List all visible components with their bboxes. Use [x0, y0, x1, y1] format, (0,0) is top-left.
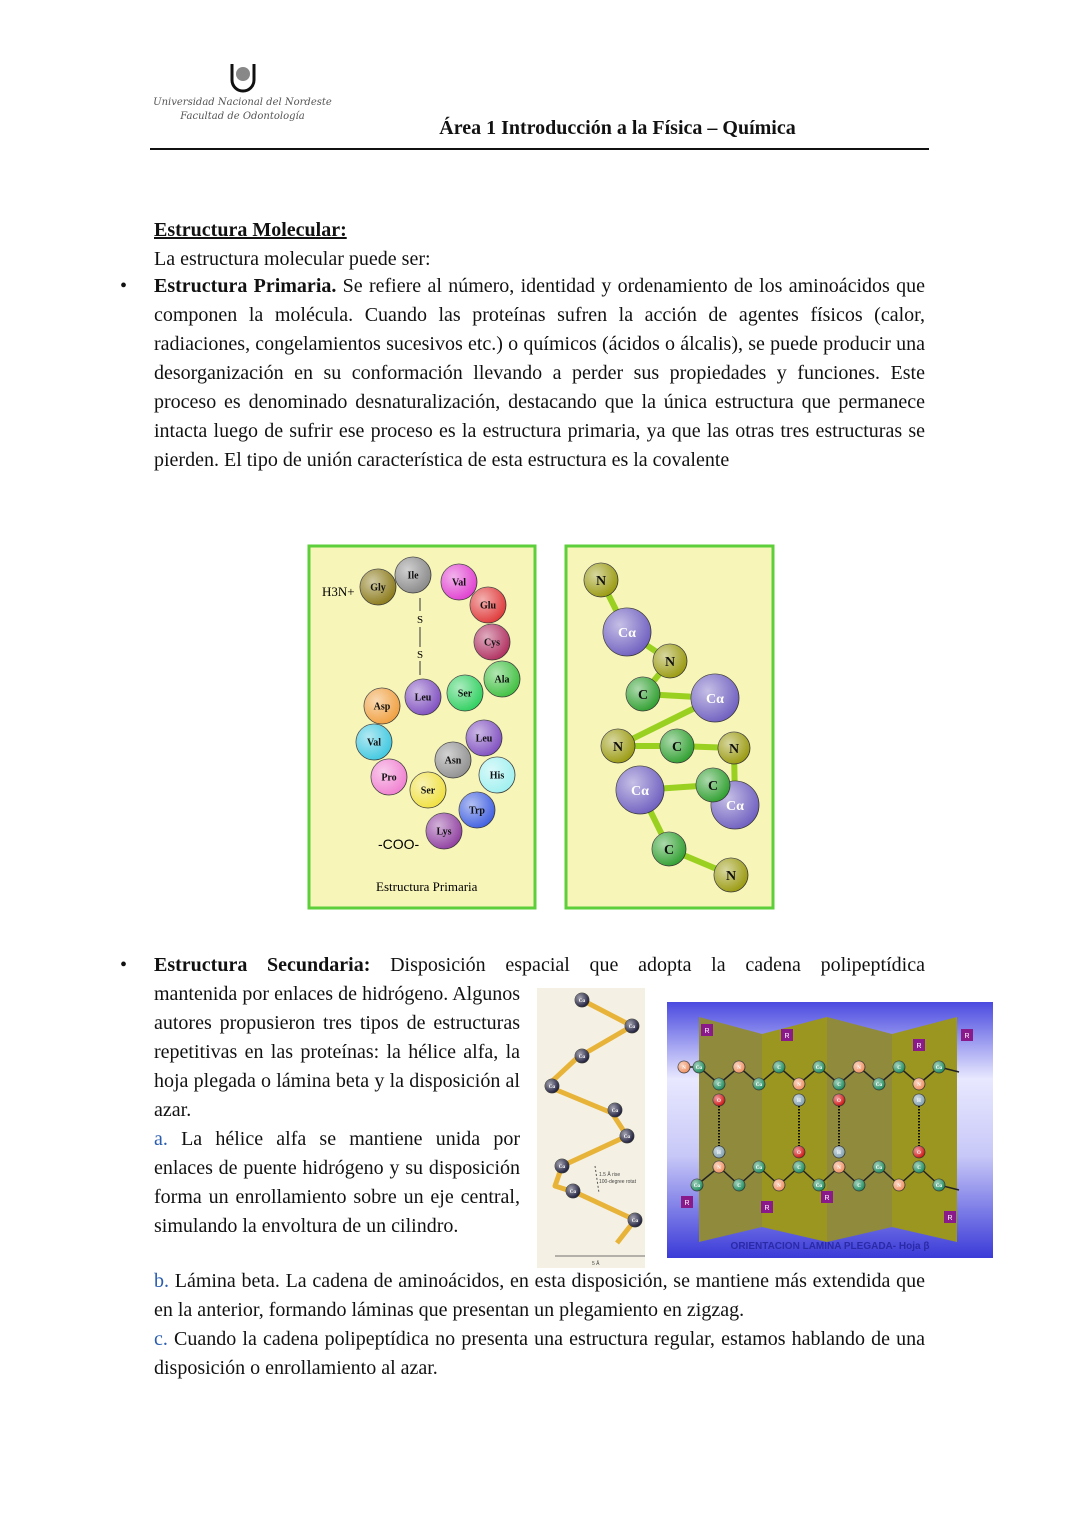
university-logo: [150, 62, 335, 137]
r-group-label: R: [916, 1043, 922, 1050]
sheet-atom: [893, 1179, 905, 1191]
sheet-atom-label: C: [737, 1183, 741, 1189]
secondary-structure-first-line: [154, 951, 925, 980]
disulfide-s-label: S: [417, 614, 424, 626]
sheet-atom-label: N: [917, 1082, 921, 1088]
backbone-atom: [584, 563, 618, 597]
sheet-atom: [913, 1078, 925, 1090]
amino-acid-residue: [459, 792, 495, 828]
secondary-text: mantenida por enlaces de hidrógeno. Algunos autores propusieron tres tipos de estructuras repetitivas en las proteínas: la hélice alfa, la hoja plegada o lámina beta y la disposición al azar.: [154, 983, 520, 1121]
sheet-atom-label: C: [797, 1165, 801, 1171]
amino-acid-residue-label: Ile: [407, 570, 419, 582]
amino-acid-residue: [484, 661, 520, 697]
sheet-atom: [833, 1161, 845, 1173]
helix-calpha-atom-label: Cα: [548, 1084, 556, 1090]
backbone-atom-label: N: [725, 868, 737, 884]
sheet-atom-label: H: [917, 1098, 921, 1104]
amino-acid-residue: [371, 759, 407, 795]
helix-calpha-atom: [628, 1213, 642, 1227]
backbone-atom: [601, 729, 635, 763]
helix-calpha-atom: [620, 1129, 634, 1143]
backbone-atom: [696, 768, 730, 802]
sheet-atom: [713, 1161, 725, 1173]
amino-acid-residue: [395, 557, 431, 593]
helix-calpha-atom: [555, 1159, 569, 1173]
helix-calpha-atom-label: Cα: [569, 1189, 577, 1195]
sheet-atom: [713, 1094, 725, 1106]
item-letter-a: a.: [154, 1128, 168, 1150]
secondary-term: Estructura Secundaria:: [154, 954, 371, 976]
helix-calpha-atom: [608, 1103, 622, 1117]
sheet-atom-label: Cα: [755, 1082, 763, 1088]
amino-acid-residue-label: Cys: [483, 637, 501, 649]
amino-acid-residue-label: Leu: [475, 733, 493, 745]
amino-acid-residue-label: Val: [451, 577, 467, 589]
sheet-atom: [713, 1146, 725, 1158]
sheet-atom-label: O: [917, 1150, 921, 1156]
random-coil-text: Cuando la cadena polipeptídica no presenta una estructura regular, estamos hablando de una disposición o enrollamiento al azar.: [154, 1328, 925, 1379]
header-divider: [150, 148, 929, 150]
backbone-atom: [653, 644, 687, 678]
sheet-atom-label: N: [737, 1065, 741, 1071]
helix-calpha-atom-label: Cα: [578, 998, 586, 1004]
r-group-label: R: [784, 1033, 790, 1040]
sheet-atom: [933, 1179, 945, 1191]
sheet-atom-label: C: [837, 1082, 841, 1088]
backbone-atom: [718, 732, 750, 764]
section-title: Estructura Molecular:: [154, 219, 347, 241]
sheet-atom-label: Cα: [935, 1065, 943, 1071]
logo-faculty: Facultad de Odontología: [180, 111, 305, 122]
sheet-atom: [833, 1146, 845, 1158]
r-group: [961, 1029, 973, 1041]
primary-figure-caption: Estructura Primaria: [376, 879, 478, 894]
sheet-atom: [853, 1179, 865, 1191]
sheet-atom-label: H: [797, 1098, 801, 1104]
backbone-atom-label: Cα: [726, 798, 744, 814]
amino-acid-residue: [435, 742, 471, 778]
backbone-atom-label: N: [612, 739, 624, 755]
r-group: [781, 1029, 793, 1041]
bullet: •: [120, 275, 128, 297]
amino-acid-residue-label: Glu: [479, 600, 497, 612]
helix-rise-label: 1.5 Å rise: [599, 1172, 621, 1178]
helix-calpha-atom: [575, 993, 589, 1007]
amino-acid-residue: [474, 624, 510, 660]
backbone-atom-label: C: [663, 842, 675, 858]
sheet-atom-label: O: [837, 1098, 841, 1104]
backbone-atom-label: N: [664, 654, 676, 670]
sheet-atom-label: Cα: [755, 1165, 763, 1171]
amino-acid-residue: [410, 772, 446, 808]
helix-calpha-atom: [566, 1184, 580, 1198]
sheet-atom: [753, 1161, 765, 1173]
primary-term: Estructura Primaria.: [154, 275, 337, 297]
backbone-atom: [660, 729, 694, 763]
sheet-atom: [833, 1094, 845, 1106]
backbone-atom-label: Cα: [618, 625, 636, 641]
r-group-label: R: [704, 1028, 710, 1035]
primary-structure-figure: [306, 543, 780, 913]
backbone-atom-label: C: [671, 739, 683, 755]
sheet-atom-label: H: [837, 1150, 841, 1156]
sheet-atom-label: Cα: [695, 1065, 703, 1071]
amino-acid-residue-label: Ser: [420, 785, 436, 797]
alpha-helix-figure: [537, 988, 645, 1268]
helix-calpha-atom: [575, 1049, 589, 1063]
amino-acid-residue: [447, 675, 483, 711]
r-group-label: R: [947, 1215, 953, 1222]
backbone-atom: [652, 832, 686, 866]
alpha-helix-text: La hélice alfa se mantiene unida por enlaces de puente hidrógeno y su disposición forma un enrollamiento sobre un eje central, simulando la envoltura de un cilindro.: [154, 1128, 520, 1237]
n-terminus-label: H3N+: [322, 584, 355, 599]
helix-calpha-atom: [625, 1019, 639, 1033]
beta-sheet-figure: [667, 1002, 993, 1258]
sheet-atom: [733, 1061, 745, 1073]
sheet-atom: [773, 1061, 785, 1073]
sheet-atom-label: H: [717, 1150, 721, 1156]
amino-acid-residue: [364, 688, 400, 724]
sheet-atom-label: C: [917, 1165, 921, 1171]
sheet-atom: [693, 1061, 705, 1073]
sheet-atom: [773, 1179, 785, 1191]
helix-calpha-atom: [545, 1079, 559, 1093]
amino-acid-residue: [405, 679, 441, 715]
sheet-atom: [833, 1078, 845, 1090]
amino-acid-residue-label: Ser: [457, 688, 473, 700]
sheet-atom-label: Cα: [875, 1082, 883, 1088]
sheet-atom: [873, 1078, 885, 1090]
secondary-line1: Disposición espacial que adopta la cadena polipeptídica: [370, 954, 925, 976]
sheet-atom: [691, 1179, 703, 1191]
sheet-atom: [893, 1061, 905, 1073]
amino-acid-residue-label: Asn: [444, 755, 462, 767]
helix-calpha-atom-label: Cα: [578, 1054, 586, 1060]
secondary-structure-body: [154, 980, 520, 1241]
sheet-atom-label: Cα: [815, 1065, 823, 1071]
sheet-atom: [873, 1161, 885, 1173]
sheet-atom: [813, 1179, 825, 1191]
helix-calpha-atom-label: Cα: [611, 1108, 619, 1114]
beta-sheet-text: Lámina beta. La cadena de aminoácidos, en esta disposición, se mantiene más extendida que en la anterior, formando láminas que presentan un plegamiento en zigzag.: [154, 1270, 925, 1321]
primary-structure-paragraph: [154, 272, 925, 475]
sheet-atom-label: O: [717, 1098, 721, 1104]
sheet-atom-label: C: [717, 1082, 721, 1088]
sheet-atom: [793, 1146, 805, 1158]
amino-acid-residue: [356, 724, 392, 760]
backbone-atom-label: Cα: [631, 783, 649, 799]
sheet-atom-label: N: [897, 1183, 901, 1189]
amino-acid-residue-label: Trp: [469, 805, 485, 817]
sheet-atom-label: Cα: [935, 1183, 943, 1189]
item-letter-c: c.: [154, 1328, 168, 1350]
backbone-atom: [714, 858, 748, 892]
helix-calpha-atom-label: Cα: [558, 1164, 566, 1170]
sheet-atom: [793, 1161, 805, 1173]
helix-calpha-atom-label: Cα: [623, 1134, 631, 1140]
backbone-atom-label: C: [637, 687, 649, 703]
sheet-atom-label: C: [897, 1065, 901, 1071]
sheet-atom: [793, 1078, 805, 1090]
section-intro: La estructura molecular puede ser:: [154, 248, 431, 270]
backbone-atom-label: N: [728, 741, 740, 757]
r-group: [913, 1039, 925, 1051]
amino-acid-residue-label: Asp: [373, 701, 391, 713]
random-coil-item: [154, 1325, 925, 1383]
sheet-atom-label: N: [857, 1065, 861, 1071]
secondary-items: [154, 1267, 925, 1383]
sheet-atom: [913, 1161, 925, 1173]
backbone-atom-label: N: [595, 573, 607, 589]
sheet-atom: [913, 1146, 925, 1158]
sheet-atom: [813, 1061, 825, 1073]
sheet-atom-label: C: [857, 1183, 861, 1189]
amino-acid-residue-label: Gly: [370, 582, 386, 594]
sheet-atom: [733, 1179, 745, 1191]
backbone-atom: [626, 677, 660, 711]
backbone-atom-label: Cα: [706, 691, 724, 707]
sheet-atom: [933, 1061, 945, 1073]
amino-acid-residue-label: Ala: [494, 674, 510, 686]
sheet-atom-label: N: [837, 1165, 841, 1171]
beta-sheet-item: [154, 1267, 925, 1325]
helix-calpha-atom-label: Cα: [628, 1024, 636, 1030]
amino-acid-residue: [466, 720, 502, 756]
sheet-atom-label: N: [797, 1082, 801, 1088]
amino-acid-residue-label: Lys: [436, 826, 452, 838]
amino-acid-residue-label: His: [489, 770, 505, 782]
sheet-atom-label: Cα: [815, 1183, 823, 1189]
amino-acid-residue-label: Leu: [414, 692, 432, 704]
amino-acid-residue: [360, 569, 396, 605]
disulfide-s-label: S: [417, 649, 424, 661]
sheet-atom-label: N: [682, 1065, 686, 1071]
sheet-atom: [793, 1094, 805, 1106]
sheet-atom-label: Cα: [875, 1165, 883, 1171]
r-group-label: R: [824, 1195, 830, 1202]
header-title: Área 1 Introducción a la Física – Química: [439, 117, 796, 139]
beta-sheet-caption: ORIENTACION LAMINA PLEGADA- Hoja β: [730, 1241, 930, 1252]
sheet-atom-label: O: [797, 1150, 801, 1156]
amino-acid-residue-label: Pro: [381, 772, 397, 784]
sheet-atom: [853, 1061, 865, 1073]
r-group: [761, 1201, 773, 1213]
c-terminus-label: -COO-: [378, 836, 420, 852]
bullet: •: [120, 954, 128, 976]
helix-scale-label: 5 Å: [592, 1261, 600, 1267]
r-group-label: R: [684, 1200, 690, 1207]
primary-text: Se refiere al número, identidad y ordenamiento de los aminoácidos que componen la molécula. Cuando las proteínas sufren la acción de agentes físicos (calor, radiaciones, congelamientos sucesivos etc.) o químicos (ácidos o álcalis), se puede producir una desorganización en su conformación llevando a perder sus propiedades y funciones. Este proceso es denominado desnaturalización, destacando que la única estructura que permanece intacta luego de sufrir ese proceso es la estructura primaria, ya que las otras tres estructuras se pierden. El tipo de unión característica de esta estructura es la covalente: [154, 275, 925, 471]
sheet-atom-label: Cα: [693, 1183, 701, 1189]
helix-rotation-label: 100-degree rotat: [599, 1179, 636, 1185]
amino-acid-residue: [441, 564, 477, 600]
r-group-label: R: [764, 1205, 770, 1212]
backbone-atom: [616, 766, 664, 814]
sheet-atom: [753, 1078, 765, 1090]
amino-acid-residue-label: Val: [366, 737, 382, 749]
helix-calpha-atom-label: Cα: [631, 1218, 639, 1224]
backbone-atom: [691, 674, 739, 722]
r-group: [944, 1211, 956, 1223]
backbone-atom: [603, 608, 651, 656]
sheet-atom-label: C: [777, 1065, 781, 1071]
r-group-label: R: [964, 1033, 970, 1040]
r-group: [821, 1191, 833, 1203]
sheet-atom-label: N: [717, 1165, 721, 1171]
alpha-helix-item: [154, 1125, 520, 1241]
amino-acid-residue: [426, 813, 462, 849]
amino-acid-residue: [479, 757, 515, 793]
item-letter-b: b.: [154, 1270, 169, 1292]
backbone-atom-label: C: [707, 778, 719, 794]
logo-emblem-icon: [226, 62, 260, 96]
logo-university: Universidad Nacional del Nordeste: [153, 97, 332, 108]
r-group: [681, 1196, 693, 1208]
sheet-atom-label: N: [777, 1183, 781, 1189]
sheet-atom: [713, 1078, 725, 1090]
amino-acid-residue: [470, 587, 506, 623]
sheet-atom: [913, 1094, 925, 1106]
sheet-atom: [678, 1061, 690, 1073]
r-group: [701, 1024, 713, 1036]
